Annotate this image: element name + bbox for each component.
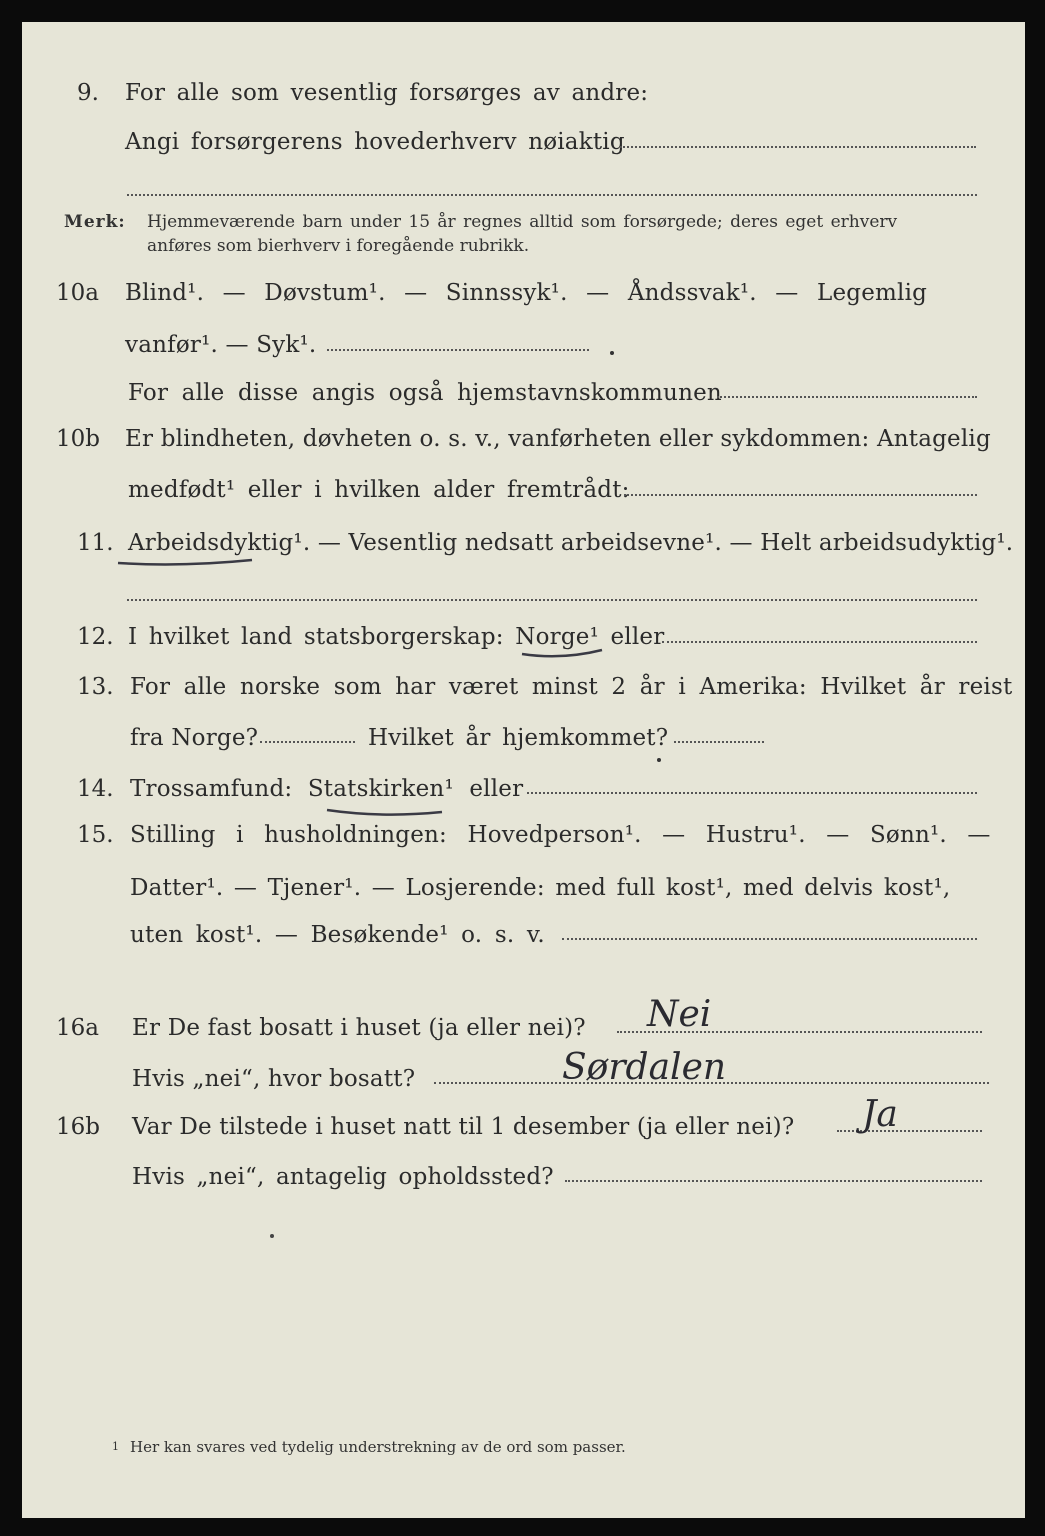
q10a-number: 10a xyxy=(56,280,99,306)
q12-line1: I hvilket land statsborgerskap: Norge¹ eller xyxy=(128,624,665,650)
q12-number: 12. xyxy=(77,624,114,650)
q16b-handwritten-answer: Ja xyxy=(862,1094,898,1135)
q14-number: 14. xyxy=(77,776,114,802)
q10a-line2: vanfør¹. — Syk¹. xyxy=(125,332,317,358)
underline-norge xyxy=(522,650,602,656)
merk-line2: anføres som bierhverv i foregående rubrikk. xyxy=(147,236,530,256)
q14-line1: Trossamfund: Statskirken¹ eller xyxy=(130,776,524,802)
q9-instruction: Angi forsørgerens hovederhverv nøiaktig xyxy=(125,129,625,155)
pen-underlines xyxy=(22,22,1025,1518)
q11-line1: Arbeidsdyktig¹. — Vesentlig nedsatt arbeidsevne¹. — Helt arbeidsudyktig¹. xyxy=(128,530,1014,556)
footnote-mark: 1 xyxy=(112,1440,119,1453)
q13-line1: For alle norske som har været minst 2 år i Amerika: Hvilket år reist xyxy=(130,674,1013,700)
underline-arbeidsdyktig xyxy=(118,560,252,564)
ink-dot-3 xyxy=(270,1234,274,1238)
q9-number: 9. xyxy=(77,80,99,106)
footnote-text: Her kan svares ved tydelig understrekning av de ord som passer. xyxy=(130,1438,626,1456)
q11-number: 11. xyxy=(77,530,114,556)
q16a-line2: Hvis „nei“, hvor bosatt? xyxy=(132,1066,416,1092)
q16a-handwritten-answer: Nei xyxy=(647,994,712,1035)
ink-dot-2 xyxy=(657,758,661,762)
q10a-line1: Blind¹. — Døvstum¹. — Sinnssyk¹. — Åndssvak¹. — Legemlig xyxy=(125,280,928,306)
q15-line2: Datter¹. — Tjener¹. — Losjerende: med full kost¹, med delvis kost¹, xyxy=(130,875,951,901)
q10b-number: 10b xyxy=(56,426,100,452)
q10b-line1: Er blindheten, døvheten o. s. v., vanførheten eller sykdommen: Antagelig xyxy=(125,426,991,452)
q10b-line2: medfødt¹ eller i hvilken alder fremtrådt: xyxy=(128,477,630,503)
q10a-line3: For alle disse angis også hjemstavnskommunen xyxy=(128,380,722,406)
underline-statskirken xyxy=(327,810,442,815)
q15-line3: uten kost¹. — Besøkende¹ o. s. v. xyxy=(130,922,545,948)
q16a-number: 16a xyxy=(56,1015,99,1041)
q16b-number: 16b xyxy=(56,1114,100,1140)
merk-label: Merk: xyxy=(64,212,126,232)
q16a-handwritten-bosatt: Sørdalen xyxy=(562,1047,727,1088)
q9-text: For alle som vesentlig forsørges av andre: xyxy=(125,80,649,106)
q16b-line1: Var De tilstede i huset natt til 1 desember (ja eller nei)? xyxy=(132,1114,795,1140)
ink-dot xyxy=(610,351,614,355)
q15-number: 15. xyxy=(77,822,114,848)
q13-number: 13. xyxy=(77,674,114,700)
merk-line1: Hjemmeværende barn under 15 år regnes alltid som forsørgede; deres eget erhverv xyxy=(147,212,898,232)
q15-line1: Stilling i husholdningen: Hovedperson¹. — Hustru¹. — Sønn¹. — xyxy=(130,822,991,848)
q16b-line2: Hvis „nei“, antagelig opholdssted? xyxy=(132,1164,554,1190)
q13-reist-label: fra Norge? xyxy=(130,725,259,751)
census-form-page xyxy=(22,22,1025,1518)
q13-hjemkommet-label: Hvilket år hjemkommet? xyxy=(368,725,669,751)
q16a-line1: Er De fast bosatt i huset (ja eller nei)? xyxy=(132,1015,586,1041)
